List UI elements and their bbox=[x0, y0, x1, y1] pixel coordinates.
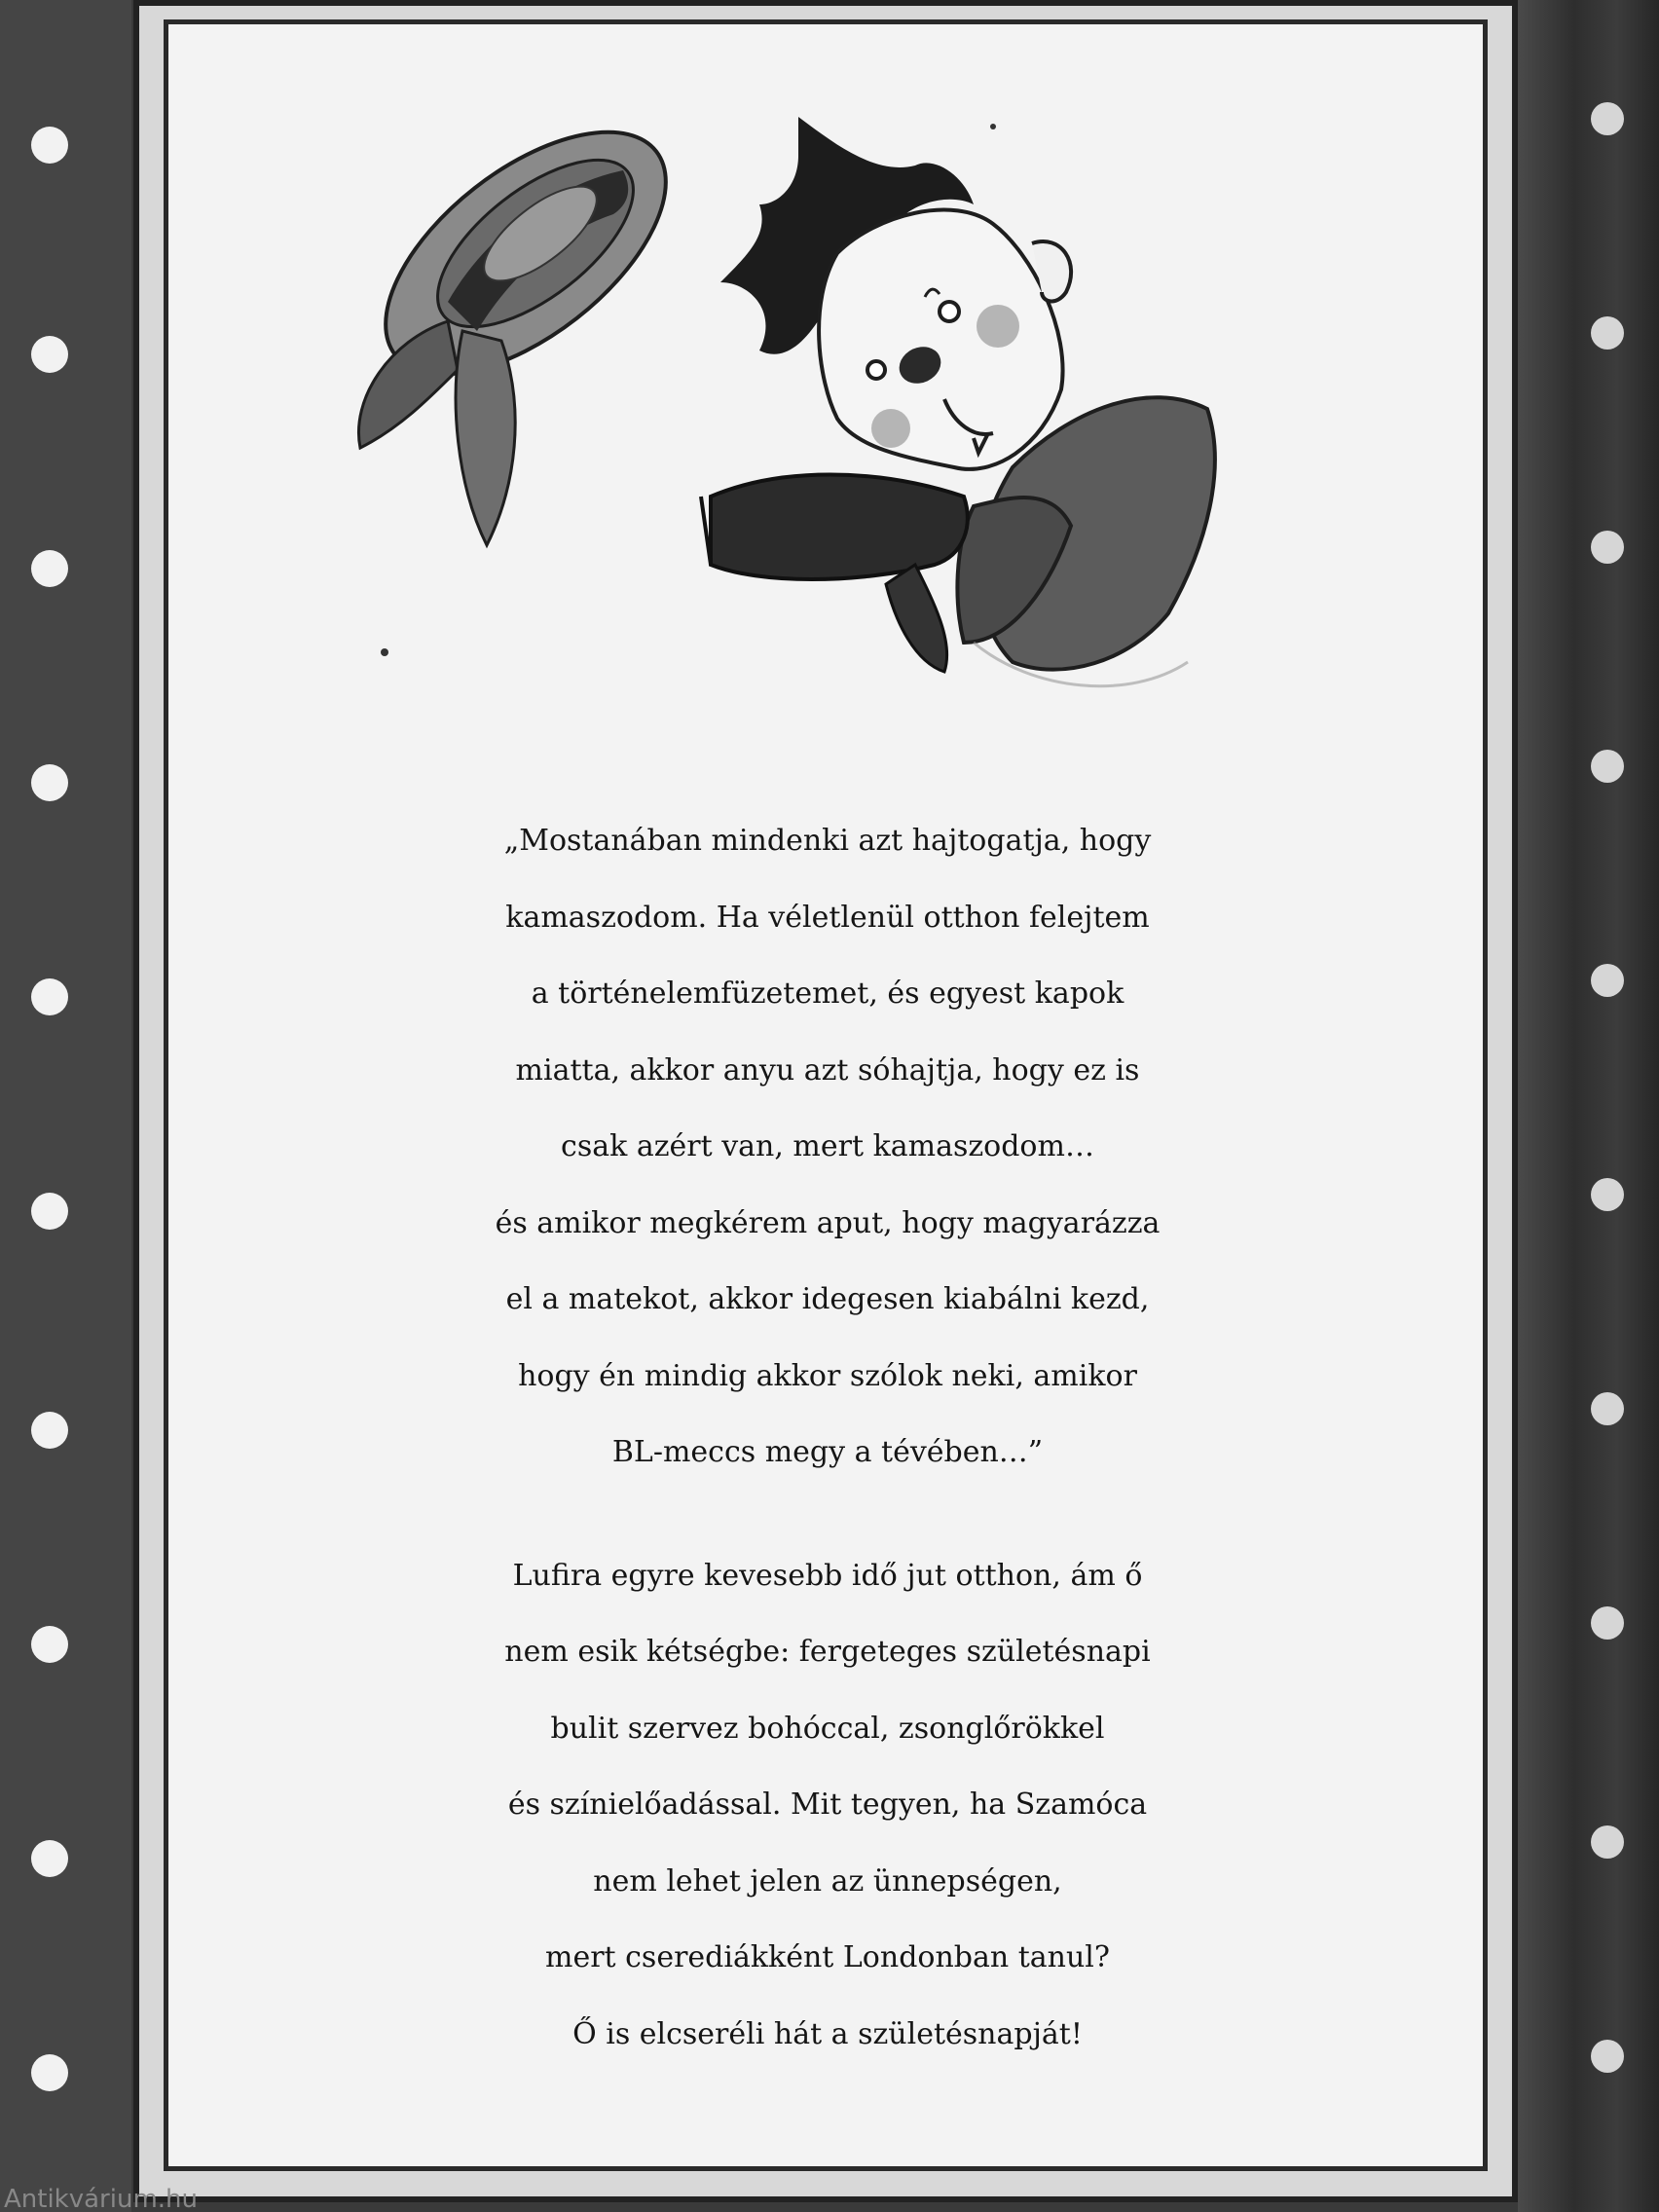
sprocket-hole bbox=[1591, 531, 1624, 564]
watermark: Antikvárium.hu bbox=[4, 2187, 198, 2212]
film-strip-left bbox=[0, 0, 131, 2212]
sprocket-hole bbox=[1591, 1606, 1624, 1640]
sprocket-hole bbox=[31, 2054, 68, 2091]
sprocket-hole bbox=[31, 550, 68, 587]
sprocket-hole bbox=[1591, 316, 1624, 350]
sprocket-hole bbox=[1591, 964, 1624, 997]
sprocket-hole bbox=[31, 1840, 68, 1877]
text-line: és színielőadással. Mit tegyen, ha Szamóca bbox=[507, 1788, 1148, 1822]
text-line: mert cserediákként Londonban tanul? bbox=[545, 1940, 1110, 1974]
summary-paragraph bbox=[175, 1538, 1480, 2074]
film-strip-right bbox=[1518, 0, 1659, 2212]
blurb-text bbox=[175, 803, 1480, 2073]
sprocket-hole bbox=[1591, 1178, 1624, 1211]
sprocket-hole bbox=[1591, 1825, 1624, 1859]
sprocket-hole bbox=[31, 1626, 68, 1663]
boy-with-hat-illustration-icon bbox=[292, 39, 1266, 720]
text-line: csak azért van, mert kamaszodom… bbox=[561, 1129, 1094, 1163]
boy-icon bbox=[701, 117, 1215, 686]
hat-icon bbox=[345, 86, 708, 545]
text-line: kamaszodom. Ha véletlenül otthon felejtem bbox=[505, 900, 1150, 935]
sprocket-hole bbox=[31, 1193, 68, 1230]
text-line: nem lehet jelen az ünnepségen, bbox=[593, 1863, 1062, 1899]
text-line: Lufira egyre kevesebb idő jut otthon, ám ő bbox=[512, 1558, 1143, 1593]
text-line: el a matekot, akkor idegesen kiabálni kezd, bbox=[505, 1282, 1150, 1316]
sprocket-hole bbox=[1591, 102, 1624, 135]
text-line: BL-meccs megy a tévében…” bbox=[611, 1435, 1044, 1469]
text-line: hogy én mindig akkor szólok neki, amikor bbox=[518, 1358, 1137, 1393]
sprocket-hole bbox=[31, 978, 68, 1015]
sprocket-hole bbox=[1591, 1392, 1624, 1425]
text-line: miatta, akkor anyu azt sóhajtja, hogy ez is bbox=[515, 1052, 1140, 1088]
text-line: bulit szervez bohóccal, zsonglőrökkel bbox=[550, 1711, 1105, 1746]
sprocket-hole bbox=[31, 1412, 68, 1449]
text-line: Ő is elcseréli hát a születésnapját! bbox=[572, 2016, 1083, 2051]
sprocket-hole bbox=[31, 127, 68, 164]
quote-paragraph bbox=[175, 803, 1480, 1492]
sprocket-hole bbox=[1591, 2040, 1624, 2073]
sprocket-hole bbox=[31, 764, 68, 801]
text-line: és amikor megkérem aput, hogy magyarázza bbox=[495, 1205, 1161, 1240]
sprocket-hole bbox=[31, 336, 68, 373]
text-line: „Mostanában mindenki azt hajtogatja, hogy bbox=[503, 824, 1152, 858]
text-line: a történelemfüzetemet, és egyest kapok bbox=[531, 977, 1124, 1011]
sprocket-hole bbox=[1591, 750, 1624, 783]
text-line: nem esik kétségbe: fergeteges születésnapi bbox=[504, 1635, 1151, 1669]
